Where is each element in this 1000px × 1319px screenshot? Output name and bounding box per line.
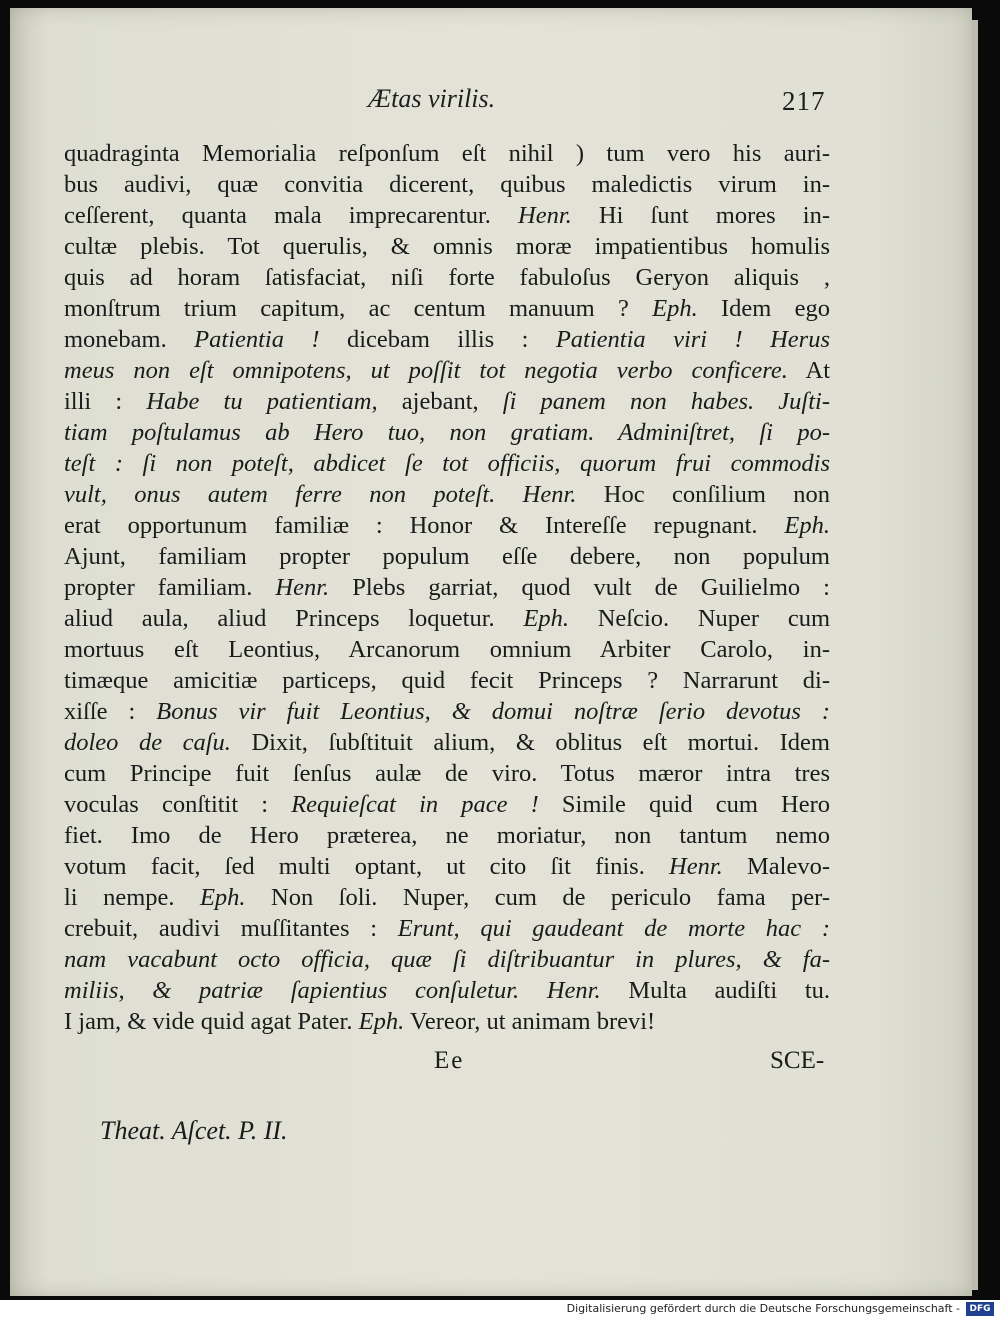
roman-segment: monſtrum trium capitum, ac centum manuum ? — [64, 295, 653, 322]
italic-segment: Patientia viri ! Herus — [555, 326, 830, 353]
italic-segment: Habe tu patientiam, — [146, 388, 378, 415]
roman-segment: I jam, & vide quid agat Pater. — [64, 1008, 359, 1035]
italic-segment: Eph. — [652, 295, 698, 322]
italic-segment: Henr. — [669, 853, 723, 880]
italic-segment: Henr. — [275, 574, 330, 601]
italic-segment: meus non eſt omnipotens, ut poſſit tot negotia verbo conficere. — [64, 357, 788, 384]
roman-segment: cum Principe fuit ſenſus aulæ de viro. Totus mæror intra tres — [64, 760, 830, 787]
text-line — [64, 200, 830, 231]
italic-segment: Henr. — [522, 481, 577, 508]
roman-segment: ajebant, — [377, 388, 503, 415]
roman-segment: erat opportunum familiæ : Honor & Intereſſe repugnant. — [64, 512, 785, 539]
text-line — [64, 510, 830, 541]
roman-segment: quis ad horam ſatisfaciat, niſi forte fabuloſus Geryon aliquis , — [64, 264, 830, 291]
italic-segment: Eph. — [199, 884, 246, 911]
roman-segment: voculas conſtitit : — [64, 791, 292, 818]
italic-segment: Erunt, qui gaudeant de morte hac : — [397, 915, 830, 942]
credit-bar — [0, 1300, 1000, 1319]
italic-segment: ſi panem non habes. Juſti- — [502, 388, 830, 415]
italic-segment: Patientia ! — [194, 326, 320, 353]
italic-segment: Eph. — [523, 605, 569, 632]
roman-segment: Malevo- — [722, 853, 831, 880]
footer-note: Theat. Aſcet. P. II. — [100, 1116, 288, 1145]
roman-segment: xiſſe : — [64, 698, 157, 725]
text-line — [64, 293, 830, 324]
text-line — [64, 944, 830, 975]
roman-segment: li nempe. — [64, 884, 200, 911]
text-line — [64, 913, 830, 944]
text-line — [64, 262, 830, 293]
roman-segment — [519, 977, 547, 1004]
text-line — [64, 386, 830, 417]
text-line — [64, 634, 830, 665]
text-line — [64, 541, 830, 572]
roman-segment: Hi ſunt mores in- — [571, 202, 830, 229]
running-title: Ætas virilis. — [368, 84, 496, 113]
italic-segment: Henr. — [546, 977, 601, 1004]
text-line — [64, 231, 830, 262]
text-line — [64, 138, 830, 169]
text-line — [64, 479, 830, 510]
catchword: SCE- — [770, 1047, 825, 1074]
text-line — [64, 789, 830, 820]
roman-segment: Idem ego — [697, 295, 831, 322]
signature-mark: Ee — [434, 1047, 465, 1074]
page-header — [0, 80, 1000, 120]
roman-segment: cultæ plebis. Tot querulis, & omnis moræ impatientibus homulis — [64, 233, 830, 260]
text-line — [64, 169, 830, 200]
text-line — [64, 820, 830, 851]
italic-segment: vult, onus autem ferre non poteſt. — [64, 481, 496, 508]
roman-segment: propter familiam. — [64, 574, 276, 601]
text-line — [64, 355, 830, 386]
text-line — [64, 758, 830, 789]
dfg-logo: DFG — [966, 1302, 994, 1316]
text-line — [64, 696, 830, 727]
italic-segment: Eph. — [358, 1008, 405, 1035]
roman-segment: Dixit, ſubſtituit alium, & oblitus eſt mortui. Idem — [230, 729, 830, 756]
roman-segment: Plebs garriat, quod vult de Guilielmo : — [329, 574, 830, 601]
roman-segment: At — [787, 357, 830, 384]
italic-segment: doleo de caſu. — [64, 729, 231, 756]
text-line — [64, 665, 830, 696]
roman-segment: monebam. — [64, 326, 195, 353]
italic-segment: teſt : ſi non poteſt, abdicet ſe tot officiis, quorum frui commodis — [64, 450, 830, 477]
text-line — [64, 975, 830, 1006]
roman-segment: Simile quid cum Hero — [538, 791, 830, 818]
roman-segment: Multa audiſti tu. — [600, 977, 831, 1004]
roman-segment: Hoc conſilium non — [576, 481, 830, 508]
italic-segment: Henr. — [518, 202, 572, 229]
roman-segment: Non ſoli. Nuper, cum de periculo fama per- — [245, 884, 830, 911]
roman-segment: bus audivi, quæ convitia dicerent, quibus maledictis virum in- — [64, 171, 830, 198]
roman-segment: quadraginta Memorialia reſponſum eſt nihil ) tum vero his auri- — [64, 140, 830, 167]
roman-segment: dicebam illis : — [319, 326, 556, 353]
italic-segment: Eph. — [784, 512, 830, 539]
italic-segment: tiam poſtulamus ab Hero tuo, non gratiam. Adminiſtret, ſi po- — [64, 419, 830, 446]
italic-segment: miliis, & patriæ ſapientius conſuletur. — [64, 977, 520, 1004]
text-line — [64, 727, 830, 758]
text-line — [64, 324, 830, 355]
roman-segment: fiet. Imo de Hero præterea, ne moriatur, non tantum nemo — [64, 822, 830, 849]
text-line — [64, 882, 830, 913]
text-line — [64, 1006, 830, 1037]
text-line — [64, 448, 830, 479]
roman-segment: illi : — [64, 388, 147, 415]
text-line — [64, 603, 830, 634]
roman-segment: timæque amicitiæ particeps, quid fecit Princeps ? Narrarunt di- — [64, 667, 830, 694]
credit-text: Digitalisierung gefördert durch die Deutsche Forschungsgemeinschaft - — [566, 1302, 960, 1315]
roman-segment: Ajunt, familiam propter populum eſſe debere, non populum — [64, 543, 830, 570]
roman-segment: Vereor, ut animam brevi! — [404, 1008, 656, 1035]
page-edge — [972, 20, 978, 1290]
roman-segment — [495, 481, 522, 508]
text-line — [64, 851, 830, 882]
italic-segment: Bonus vir fuit Leontius, & domui noſtræ ſerio devotus : — [156, 698, 830, 725]
page-number: 217 — [782, 86, 826, 116]
page-footer — [0, 1047, 1000, 1083]
text-line — [64, 417, 830, 448]
roman-segment: crebuit, audivi muſſitantes : — [64, 915, 398, 942]
italic-segment: nam vacabunt octo officia, quæ ſi diſtribuantur in plures, & fa- — [64, 946, 830, 973]
body-text — [64, 138, 830, 1037]
roman-segment: Neſcio. Nuper cum — [568, 605, 831, 632]
italic-segment: Requieſcat in pace ! — [291, 791, 539, 818]
roman-segment: ceſſerent, quanta mala imprecarentur. — [64, 202, 519, 229]
roman-segment: mortuus eſt Leontius, Arcanorum omnium Arbiter Carolo, in- — [64, 636, 830, 663]
text-line — [64, 572, 830, 603]
roman-segment: aliud aula, aliud Princeps loquetur. — [64, 605, 524, 632]
roman-segment: votum facit, ſed multi optant, ut cito ſit finis. — [64, 853, 670, 880]
